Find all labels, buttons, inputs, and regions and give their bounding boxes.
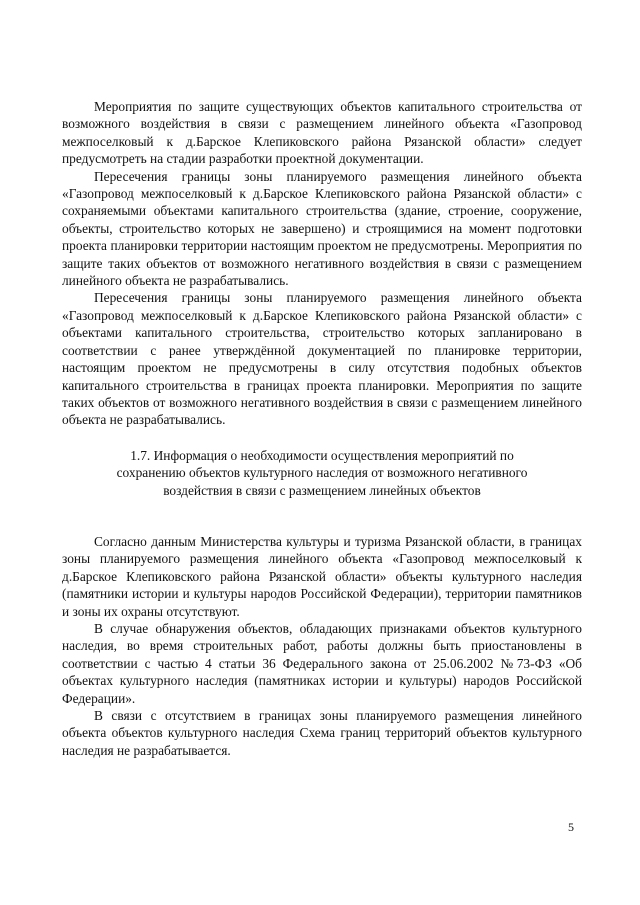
paragraph-ministry-data: Согласно данным Министерства культуры и туризма Рязанской области, в границах зоны планируемого размещения линейного объекта «Газопровод межпоселковый к д.Барское Клепиковского района Рязанской области» объекты культурного наследия (памятники истории и культуры народов Российской Федерации), территории памятников и зоны их охраны отсутствуют. <box>62 533 582 619</box>
paragraph-discovery-procedure: В случае обнаружения объектов, обладающих признаками объектов культурного наследия, во время строительных работ, работы должны быть приостановлены в соответствии с частью 4 статьи 36 Федерального закона от 25.06.2002 №73-ФЗ «Об объектах культурного наследия (памятниках истории и культуры) народов Российской Федерации». <box>62 620 582 706</box>
paragraph-preserved-objects: Пересечения границы зоны планируемого размещения линейного объекта «Газопровод межпоселковый к д.Барское Клепиковского района Рязанской области» с сохраняемыми объектами капитального строительства (здание, строение, сооружение, объекты, строительство которых не завершено) и строящимися на момент подготовки проекта планировки территории настоящим проектом не предусмотрены. Мероприятия по защите таких объектов от возможного негативного воздействия в связи с размещением линейного объекта не разрабатывались. <box>62 168 582 289</box>
page-number: 5 <box>568 820 574 834</box>
paragraph-planned-objects: Пересечения границы зоны планируемого размещения линейного объекта «Газопровод межпоселковый к д.Барское Клепиковского района Рязанской области» с объектами капитального строительства, строительство которых запланировано в соответствии с ранее утверждённой документацией по планировке территории, настоящим проектом не предусмотрены в силу отсутствия подобных объектов капитального строительства в границах проекта планировки. Мероприятия по защите таких объектов от возможного негативного воздействия в связи с размещением линейного объекта не разрабатывались. <box>62 290 582 428</box>
paragraph-no-scheme: В связи с отсутствием в границах зоны планируемого размещения линейного объекта объектов культурного наследия Схема границ территорий объектов культурного наследия не разрабатывается. <box>62 708 582 758</box>
section-spacer <box>62 499 582 533</box>
paragraph-protection-existing: Мероприятия по защите существующих объектов капитального строительства от возможного воздействия в связи с размещением линейного объекта «Газопровод межпоселковый к д.Барское Клепиковского района Рязанской области» следует предусмотреть на стадии разработки проектной документации. <box>62 99 582 167</box>
document-body <box>62 98 582 759</box>
section-heading: 1.7. Информация о необходимости осуществления мероприятий по сохранению объектов культурного наследия от возможного негативного воздействия в связи с размещением линейных объектов <box>116 447 528 498</box>
